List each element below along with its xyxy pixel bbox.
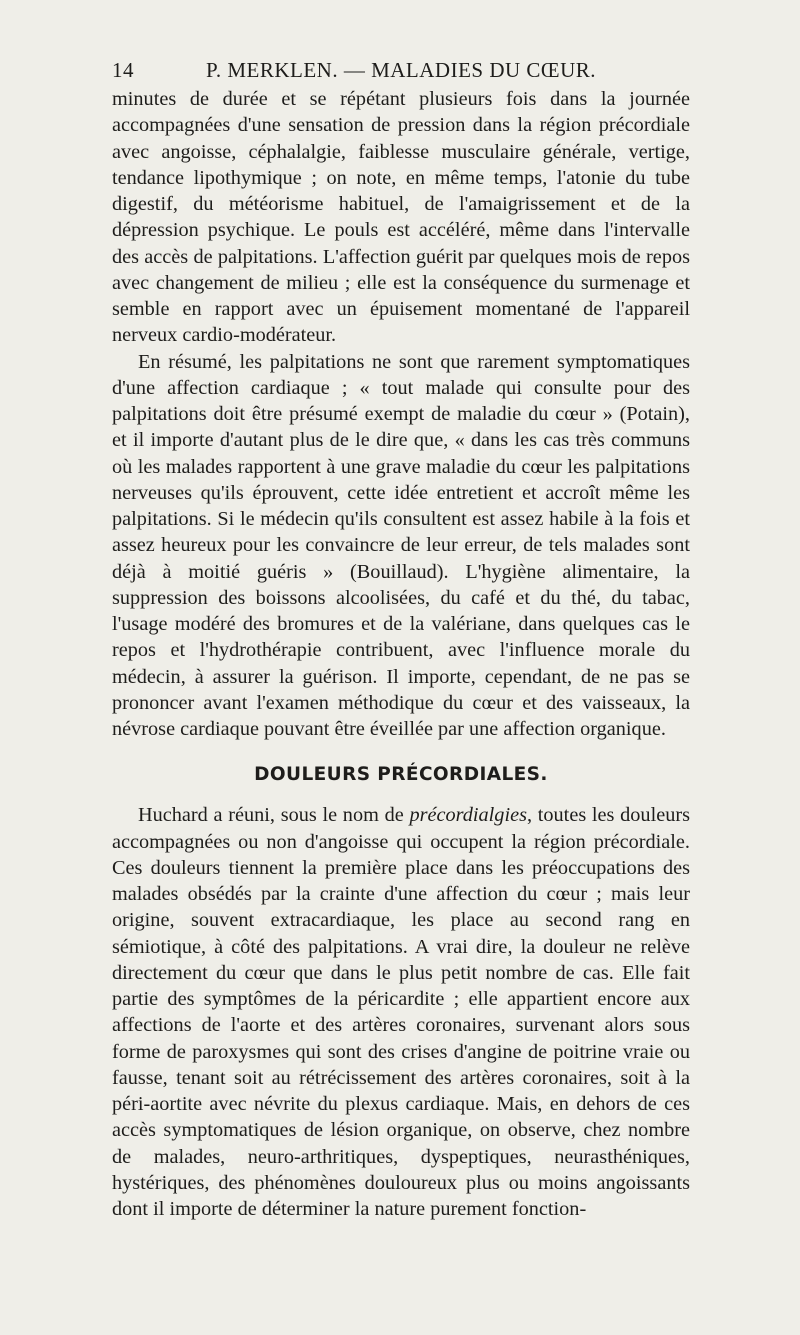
italic-term: précordialgies: [409, 804, 527, 827]
text-after-italic: , toutes les douleurs accompagnées ou non d'angoisse qui occupent la région précordiale. Ces douleurs tiennent la première place dans les préoccupations des malades obsédés par la crainte d'une affection du cœur ; mais leur origine, souvent extracardiaque, les place au second rang en sémiotique, à côté des palpitations. A vrai dire, la douleur ne relève directement du cœur que dans le plus petit nombre de cas. Elle fait partie des symptômes de la péricardite ; elle appartient encore aux affections de l'aorte et des artères coronaires, survenant alors sous forme de paroxysmes qui sont des crises d'angine de poitrine vraie ou fausse, tenant soit au rétrécissement des artères coronaires, soit à la péri-aortite avec névrite du plexus cardiaque. Mais, en dehors de ces accès symptomatiques de lésion organique, on observe, chez nombre de malades, neuro-arthritiques, dyspeptiques, neurasthéniques, hystériques, des phénomènes douloureux plus ou moins angoissants dont il importe de déterminer la nature purement fonction-: [112, 804, 690, 1220]
section-heading: DOULEURS PRÉCORDIALES.: [254, 764, 548, 786]
text-before-italic: Huchard a réuni, sous le nom de: [138, 804, 410, 827]
running-title: P. MERKLEN. — MALADIES DU CŒUR.: [205, 58, 597, 82]
paragraph-continued: minutes de durée et se répétant plusieurs fois dans la journée accompagnées d'une sensation de pression dans la région précordiale avec angoisse, céphalalgie, faiblesse musculaire générale, vertige, tendance lipothymique ; on note, en même temps, l'atonie du tube digestif, du météorisme habituel, de l'amaigrissement et de la dépression psychique. Le pouls est accéléré, même dans l'intervalle des accès de palpitations. L'affection guérit par quelques mois de repos avec changement de milieu ; elle est la conséquence du surmenage et semble en rapport avec un épuisement momentané de l'appareil nerveux cardio-modérateur.: [112, 88, 690, 347]
page-body: [112, 86, 690, 1222]
paragraph-precordialgies: [112, 802, 690, 1222]
paragraph-summary: En résumé, les palpitations ne sont que rarement symptomatiques d'une affection cardiaque ; « tout malade qui consulte pour des palpitations doit être présumé exempt de maladie du cœur » (Potain), et il importe d'autant plus de le dire que, « dans les cas très communs où les malades rapportent à une grave maladie du cœur les palpitations nerveuses qu'ils éprouvent, cette idée entretient et accroît même les palpitations. Si le médecin qu'ils consultent est assez habile à la fois et assez heureux pour les convaincre de leur erreur, de tels malades sont déjà à moitié guéris » (Bouillaud). L'hygiène alimentaire, la suppression des boissons alcoolisées, du café et du thé, du tabac, l'usage modéré des bromures et de la valériane, dans quelques cas le repos et l'hydrothérapie contribuent, avec l'influence morale du médecin, à assurer la guérison. Il importe, cependant, de ne pas se prononcer avant l'examen méthodique du cœur et des vaisseaux, la névrose cardiaque pouvant être éveillée par une affection organique.: [112, 350, 690, 740]
page-number: 14: [112, 58, 134, 82]
running-header: [112, 58, 690, 86]
